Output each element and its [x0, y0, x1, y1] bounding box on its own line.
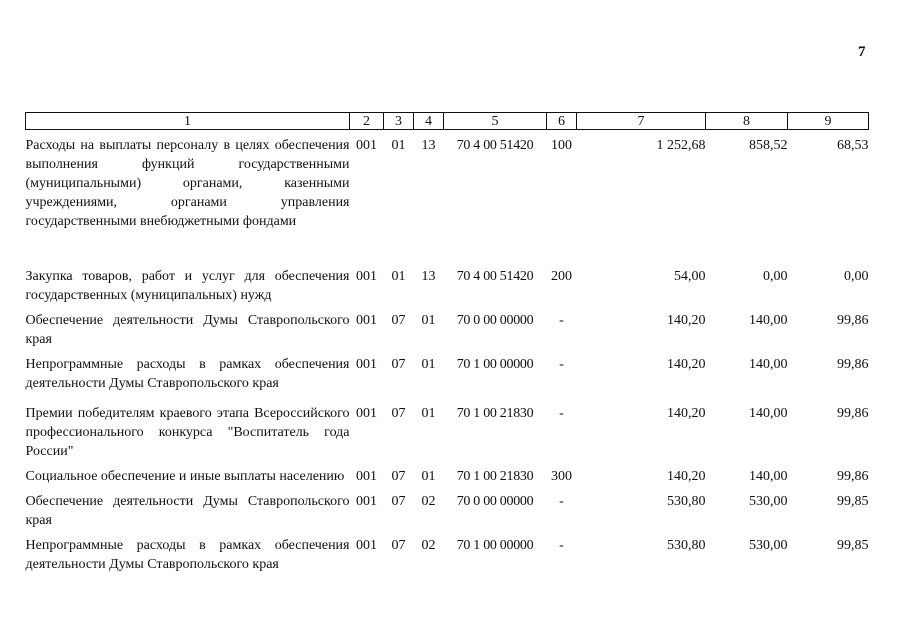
row-percent: 99,85 — [837, 538, 869, 553]
row-actual: 140,00 — [749, 406, 788, 421]
row-actual: 140,00 — [749, 313, 788, 328]
table-row — [26, 305, 869, 349]
row-name: Премии победителям краевого этапа Всероссийского профессионального конкурса "Воспитатель года России" — [25, 406, 350, 459]
row-target-article: 70 4 00 51420 — [456, 138, 534, 153]
row-section: 01 — [391, 269, 406, 284]
row-expense-type: 100 — [551, 138, 572, 153]
table-row — [26, 393, 869, 461]
row-section: 07 — [391, 313, 406, 328]
row-expense-type: 200 — [551, 269, 572, 284]
table-row — [26, 349, 869, 393]
page-number: 7 — [858, 44, 866, 60]
row-expense-type: - — [559, 494, 564, 509]
row-expense-type: - — [559, 538, 564, 553]
row-target-article: 70 1 00 00000 — [456, 538, 534, 553]
row-actual: 530,00 — [749, 494, 788, 509]
row-name: Закупка товаров, работ и услуг для обеспечения государственных (муниципальных) нужд — [25, 269, 350, 303]
row-planned: 530,80 — [667, 494, 706, 509]
column-header-expense-type: 6 — [547, 113, 577, 130]
row-subsection: 01 — [421, 313, 436, 328]
row-percent: 99,85 — [837, 494, 869, 509]
row-ministry: 001 — [356, 538, 377, 553]
row-percent: 99,86 — [837, 313, 869, 328]
row-section: 07 — [391, 357, 406, 372]
table-row — [26, 130, 869, 232]
row-ministry: 001 — [356, 357, 377, 372]
row-section: 07 — [391, 538, 406, 553]
row-ministry: 001 — [356, 138, 377, 153]
row-actual: 140,00 — [749, 357, 788, 372]
row-expense-type: - — [559, 406, 564, 421]
row-actual: 858,52 — [749, 138, 788, 153]
row-ministry: 001 — [356, 469, 377, 484]
row-subsection: 01 — [421, 406, 436, 421]
row-subsection: 01 — [421, 469, 436, 484]
row-planned: 140,20 — [667, 357, 706, 372]
row-subsection: 02 — [421, 538, 436, 553]
row-expense-type: - — [559, 313, 564, 328]
row-actual: 140,00 — [749, 469, 788, 484]
row-name: Непрограммные расходы в рамках обеспечения деятельности Думы Ставропольского края — [25, 357, 350, 391]
column-header-target-article: 5 — [444, 113, 547, 130]
table-row — [26, 461, 869, 486]
row-subsection: 13 — [421, 269, 436, 284]
row-planned: 530,80 — [667, 538, 706, 553]
row-actual: 530,00 — [749, 538, 788, 553]
row-subsection: 01 — [421, 357, 436, 372]
row-target-article: 70 1 00 21830 — [456, 406, 534, 421]
row-target-article: 70 0 00 00000 — [456, 313, 534, 328]
row-percent: 68,53 — [837, 138, 869, 153]
table-row — [26, 486, 869, 530]
row-ministry: 001 — [356, 406, 377, 421]
row-planned: 1 252,68 — [656, 138, 706, 153]
row-planned: 140,20 — [667, 313, 706, 328]
row-subsection: 02 — [421, 494, 436, 509]
row-target-article: 70 0 00 00000 — [456, 494, 534, 509]
row-ministry: 001 — [356, 313, 377, 328]
row-section: 01 — [391, 138, 406, 153]
row-name: Обеспечение деятельности Думы Ставропольского края — [25, 313, 350, 347]
row-name: Непрограммные расходы в рамках обеспечения деятельности Думы Ставропольского края — [25, 538, 350, 572]
row-section: 07 — [391, 469, 406, 484]
row-expense-type: - — [559, 357, 564, 372]
row-planned: 140,20 — [667, 469, 706, 484]
row-target-article: 70 4 00 51420 — [456, 269, 534, 284]
row-percent: 0,00 — [844, 269, 869, 284]
row-ministry: 001 — [356, 269, 377, 284]
row-section: 07 — [391, 494, 406, 509]
row-section: 07 — [391, 406, 406, 421]
row-actual: 0,00 — [763, 269, 788, 284]
row-target-article: 70 1 00 00000 — [456, 357, 534, 372]
table-row — [26, 530, 869, 574]
column-header-section: 3 — [384, 113, 414, 130]
row-expense-type: 300 — [551, 469, 572, 484]
row-name: Обеспечение деятельности Думы Ставропольского края — [25, 494, 350, 528]
column-header-actual: 8 — [706, 113, 788, 130]
column-header-percent: 9 — [788, 113, 869, 130]
row-name: Расходы на выплаты персоналу в целях обеспечения выполнения функций государственными (муниципальными) органами, казенными учреждениями, органами управления государственными внебюджетными фондами — [25, 138, 350, 229]
row-planned: 54,00 — [674, 269, 706, 284]
row-name: Социальное обеспечение и иные выплаты населению — [25, 469, 345, 484]
column-header-planned: 7 — [577, 113, 706, 130]
row-subsection: 13 — [421, 138, 436, 153]
header-row — [26, 113, 869, 130]
column-header-subsection: 4 — [414, 113, 444, 130]
row-percent: 99,86 — [837, 469, 869, 484]
row-percent: 99,86 — [837, 357, 869, 372]
row-percent: 99,86 — [837, 406, 869, 421]
row-planned: 140,20 — [667, 406, 706, 421]
row-ministry: 001 — [356, 494, 377, 509]
column-header-ministry: 2 — [350, 113, 384, 130]
row-target-article: 70 1 00 21830 — [456, 469, 534, 484]
budget-table — [25, 112, 869, 574]
column-header-name: 1 — [26, 113, 350, 130]
table-row — [26, 231, 869, 305]
